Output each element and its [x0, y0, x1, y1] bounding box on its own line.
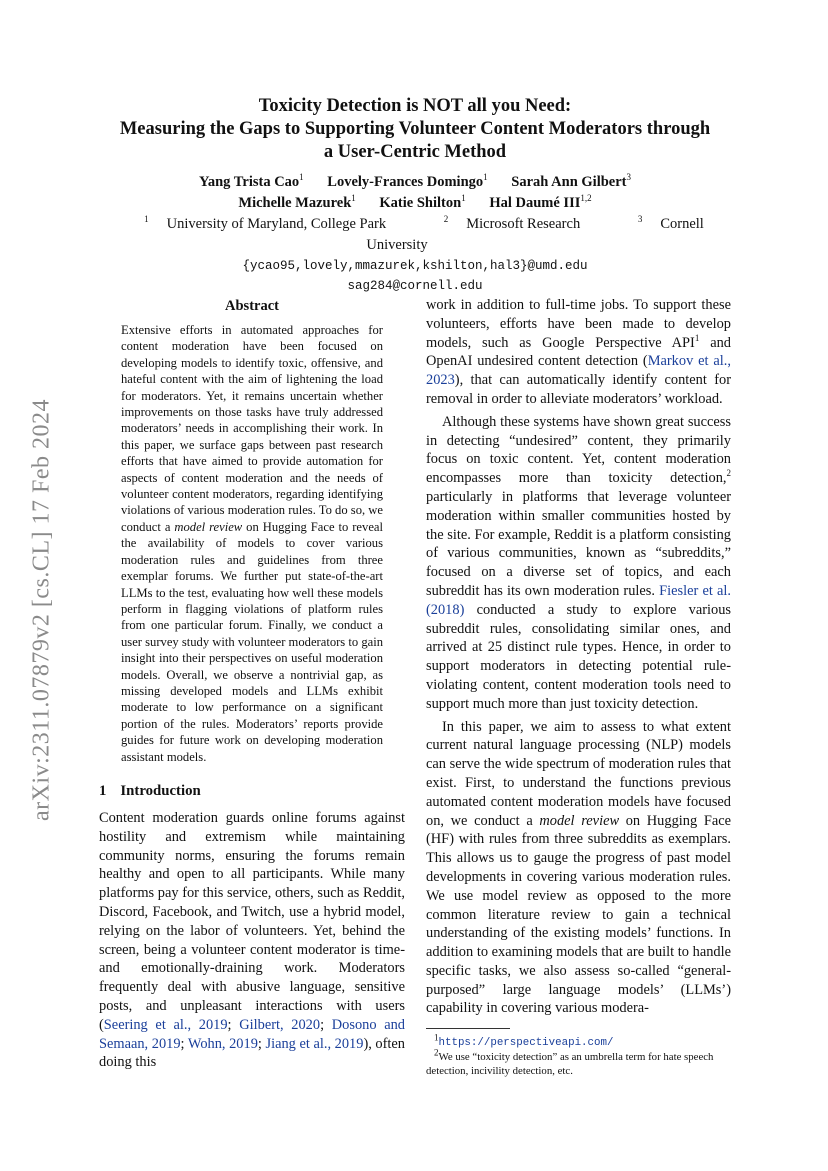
citation-link[interactable]: Gilbert, 2020: [239, 1016, 321, 1033]
footnote-2: $^2$We use “toxicity detection” as an umbrella term for hate speech detection, incivility detection, etc.: [426, 1047, 714, 1078]
author: Lovely-Frances Domingo$^1$: [327, 172, 488, 190]
arxiv-id-text: arXiv:2311.07879v2 [cs.CL] 17 Feb 2024: [28, 398, 55, 822]
author: Katie Shilton$^1$: [379, 193, 466, 211]
author: Sarah Ann Gilbert$^3$: [511, 172, 631, 190]
author: Yang Trista Cao$^1$: [199, 172, 304, 190]
footnote-marker[interactable]: 2: [726, 468, 731, 479]
abstract-heading: Abstract: [225, 298, 279, 314]
footnote-1: $^1$https://perspectiveapi.com/: [434, 1032, 614, 1050]
citation-link[interactable]: Markov et al., 2023: [426, 353, 731, 389]
arxiv-identifier: [22, 370, 62, 850]
citation-link[interactable]: Dosono and Semaan, 2019: [99, 1016, 405, 1052]
citation-link[interactable]: Seering et al., 2019: [103, 1016, 228, 1033]
citation-link[interactable]: Fiesler et al. (2018): [426, 582, 731, 618]
intro-paragraph-2: Although these systems have shown great success in detecting “undesired” content, they primarily focus on toxic content. Yet, content moderation encompasses more than toxicity detection,$^2$ particularly in platforms that leverage volunteer moderation within smaller communities hosted by the site. For example, Reddit is a platform consisting of various communities, known as “subreddits,” focused on a diverse set of topics, and each subreddit has its own moderation rules. Fiesler et al. (2018) conducted a study to explore various subreddit rules, consolidating similar ones, and arrived at 25 distinct rule types. Hence, in order to support moderators in detecting potential rule-violating content, content moderation tools need to support much more than just toxicity detection.: [426, 413, 731, 712]
affiliation: $^2$ Microsoft Research: [443, 214, 581, 232]
footnote-divider: [426, 1028, 510, 1029]
citation-link[interactable]: Wohn, 2019: [187, 1035, 258, 1052]
intro-paragraph-1: Content moderation guards online forums against hostility and extremism while maintaining community norms, ensuring the forums remain healthy and open to all participants. While many platforms pay for this service, others, such as Reddit, Discord, Facebook, and Twitch, use a hybrid model, relying on the labor of volunteers. Yet, behind the screen, being a volunteer content moderator is time- and emotionally-draining work. Moderators frequently deal with abusive language, sensitive posts, and unpleasant interactions with users (Seering et al., 2019; Gilbert, 2020; Dosono and Semaan, 2019; Wohn, 2019; Jiang et al., 2019), often doing this: [99, 809, 405, 1071]
abstract-body: Extensive efforts in automated approaches for content moderation have been focused on developing models to identify toxic, offensive, and hateful content with the aim of lightening the load for moderators. Yet, it remains uncertain whether improvements on those tasks have truly addressed moderators’ needs in accomplishing their work. In this paper, we surface gaps between past research efforts that have aimed to provide automation for aspects of content moderation and the needs of volunteer content moderators, regarding identifying violations of various moderation rules. To do so, we conduct a model review on Hugging Face to reveal the availability of models to cover various moderation rules and guidelines from three exemplar forums. We further put state-of-the-art LLMs to the test, evaluating how well these models perform in flagging violations of platform rules from one particular forum. Finally, we conduct a user survey study with volunteer moderators to gain insight into their perspectives on useful moderation models. Overall, we observe a nontrivial gap, as missing developed models and LLMs exhibit moderate to low performance on a significant portion of the rules. Moderators’ reports provide guides for future work on developing moderation assistant models.: [121, 323, 383, 764]
intro-paragraph-3: In this paper, we aim to assess to what extent current natural language processing (NLP) models can serve the wide spectrum of moderation rules that exist. First, to understand the functions previous automated content moderation models have focused on, we conduct a model review on Hugging Face (HF) with rules from three subreddits as exemplars. This allows us to gauge the progress of past model developments in covering various moderation rules. We use model review as opposed to the more common literature review to gain a technical understanding of the existing models’ functions. In addition to examining models that are built to handle specific tasks, we also assess so-called “general-purposed” large language models’ (LLMs’) capability in covering various modera-: [426, 718, 731, 1017]
footnote-marker[interactable]: 1: [694, 332, 700, 343]
author-list: [95, 172, 735, 214]
footnote-url-link[interactable]: https://perspectiveapi.com/: [438, 1037, 614, 1050]
affiliations: [95, 214, 735, 256]
affiliation: $^1$ University of Maryland, College Park: [144, 214, 387, 232]
intro-paragraph-1-continued: work in addition to full-time jobs. To support these volunteers, efforts have been made to develop models, such as Google Perspective API$^1$ and OpenAI undesired content detection (Markov et al., 2023), that can automatically identify content for removal in order to alleviate moderators’ workload.: [426, 297, 731, 407]
email-cornell: sag284@cornell.edu: [347, 279, 483, 293]
right-column: [426, 296, 731, 1078]
author: Michelle Mazurek$^1$: [238, 193, 356, 211]
citation-link[interactable]: Jiang et al., 2019: [265, 1035, 364, 1052]
author: Hal Daumé III$^{1,2}$: [489, 193, 592, 211]
left-column: [99, 296, 405, 1072]
affiliation: $^3$ Cornell University: [366, 214, 704, 253]
section-heading-introduction: 1 Introduction: [99, 782, 201, 799]
email-umd: {ycao95,lovely,mmazurek,kshilton,hal3}@umd.edu: [242, 259, 588, 273]
paper-header: [95, 95, 735, 296]
paper-title: Toxicity Detection is NOT all you Need: Measuring the Gaps to Supporting Volunteer Content Moderators through a User-Centric Method: [119, 96, 711, 162]
